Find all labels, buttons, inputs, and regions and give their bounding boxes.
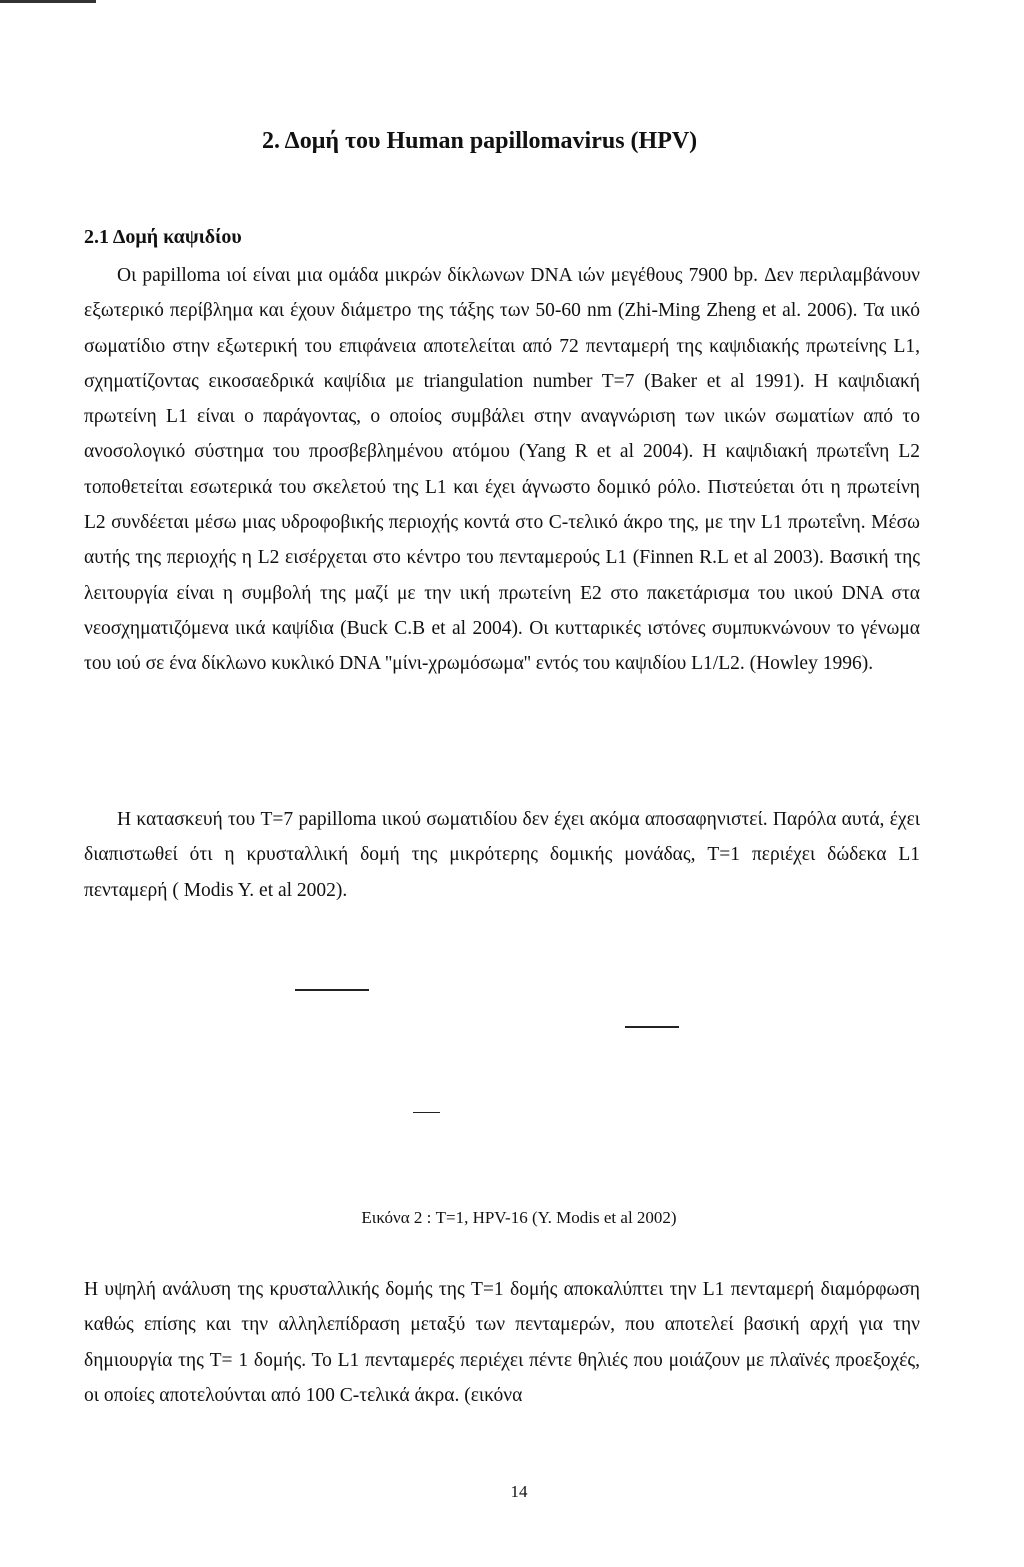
- body-paragraph-3: Η υψηλή ανάλυση της κρυσταλλικής δομής της T=1 δομής αποκαλύπτει την L1 πενταμερή διαμόρφωση καθώς επίσης και την αλληλεπίδραση μεταξύ των πενταμερών, που αποτελεί βασική αρχή για την δημιουργία της T= 1 δομής. Το L1 πενταμερές περιέχει πέντε θηλιές που μοιάζουν με πλαϊνές προεξοχές, οι οποίες αποτελούνται από 100 C-τελικά άκρα. (εικόνα: [84, 1279, 920, 1406]
- figure-stroke: [625, 1026, 679, 1028]
- figure-stroke: [413, 1112, 440, 1113]
- page-number: 14: [510, 1482, 528, 1501]
- body-paragraph-2: Η κατασκευή του T=7 papilloma ιικού σωματιδίου δεν έχει ακόμα αποσαφηνιστεί. Παρόλα αυτά, έχει διαπιστωθεί ότι η κρυσταλλική δομή της μικρότερης δομικής μονάδας, T=1 περιέχει δώδεκα L1 πενταμερή ( Modis Y. et al 2002).: [84, 809, 920, 901]
- section-heading: 2.1 Δομή καψιδίου: [84, 226, 242, 248]
- figure-stroke: [295, 989, 369, 991]
- body-paragraph-1: Οι papilloma ιοί είναι μια ομάδα μικρών δίκλωνων DNA ιών μεγέθους 7900 bp. Δεν περιλαμβάνουν εξωτερικό περίβλημα και έχουν διάμετρο της τάξης των 50-60 nm (Zhi-Ming Zheng et al. 2006). Τα ιικό σωματίδιο στην εξωτερική του επιφάνεια αποτελείται από 72 πενταμερή της καψιδιακής πρωτείνης L1, σχηματίζοντας εικοσαεδρικά καψίδια με triangulation number T=7 (Baker et al 1991). Η καψιδιακή πρωτείνη L1 είναι ο παράγοντας, ο οποίος συμβάλει στην αναγνώριση των ιικών σωματίων από το ανοσολογικό σύστημα του προσβεβλημένου ατόμου (Yang R et al 2004). Η καψιδιακή πρωτεΐνη L2 τοποθετείται εσωτερικά του σκελετού της L1 και έχει άγνωστο δομικό ρόλο. Πιστεύεται ότι η πρωτείνη L2 συνδέεται μέσω μιας υδροφοβικής περιοχής κοντά στο C-τελικό άκρο της, με την L1 πρωτεΐνη. Μέσω αυτής της περιοχής η L2 εισέρχεται στο κέντρο του πενταμερούς L1 (Finnen R.L et al 2003). Βασική της λειτουργία είναι η συμβολή της μαζί με την ιική πρωτείνη E2 στο πακετάρισμα του ιικού DNA στα νεοσχηματιζόμενα ιικά καψίδια (Buck C.B et al 2004). Οι κυτταρικές ιστόνες συμπυκνώνουν το γένωμα του ιού σε ένα δίκλωνο κυκλικό DNA ''μίνι-χρωμόσωμα'' εντός του καψιδίου L1/L2. (Howley 1996).: [84, 265, 920, 675]
- figure-image-placeholder: [84, 975, 940, 1205]
- chapter-heading: 2. Δομή του Human papillomavirus (HPV): [262, 128, 698, 154]
- figure-caption: Εικόνα 2 : T=1, HPV-16 (Y. Modis et al 2002): [361, 1208, 677, 1227]
- scan-edge-mark: [0, 0, 96, 3]
